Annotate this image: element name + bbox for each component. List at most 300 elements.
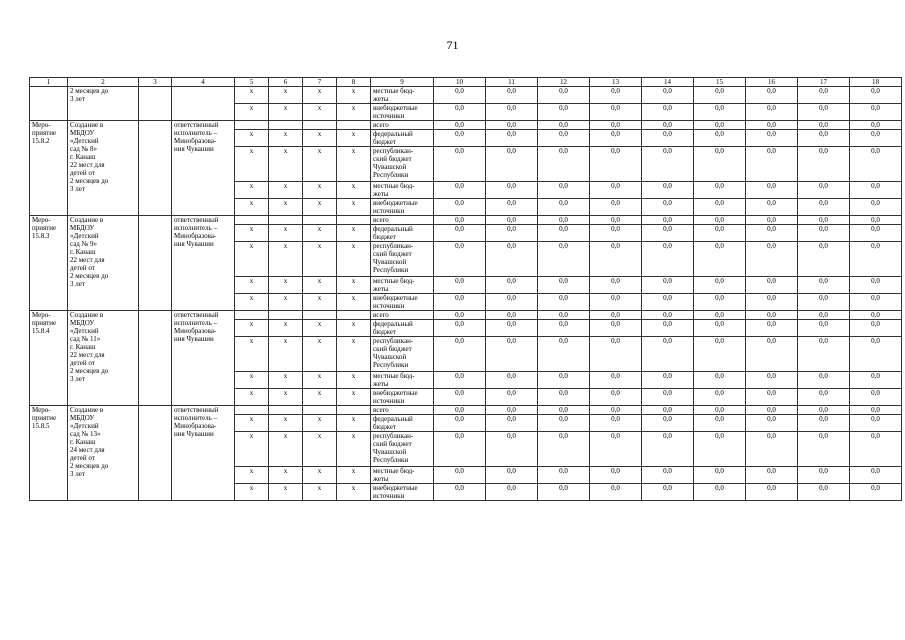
amount-cell: 0,0	[642, 104, 694, 121]
amount-cell: 0,0	[538, 406, 590, 415]
amount-cell: 0,0	[486, 432, 538, 467]
code-cell: x	[337, 389, 371, 406]
amount-cell: 0,0	[642, 294, 694, 311]
column-header: 16	[746, 78, 798, 87]
amount-cell: 0,0	[434, 130, 486, 147]
code-cell	[269, 406, 303, 415]
amount-cell: 0,0	[590, 182, 642, 199]
code-cell: x	[337, 294, 371, 311]
measure-name: Создание в МБДОУ «Детский сад № 8» г. Канаш 22 мест для детей от 2 месяцев до 3 лет	[68, 121, 139, 216]
amount-cell: 0,0	[746, 311, 798, 320]
amount-cell: 0,0	[590, 277, 642, 294]
empty-cell	[139, 121, 172, 216]
amount-cell: 0,0	[486, 87, 538, 104]
amount-cell: 0,0	[746, 147, 798, 182]
code-cell: x	[235, 484, 269, 501]
amount-cell: 0,0	[694, 216, 746, 225]
code-cell	[337, 216, 371, 225]
code-cell: x	[269, 467, 303, 484]
measure-name: 2 месяцев до 3 лет	[68, 87, 139, 121]
amount-cell: 0,0	[590, 372, 642, 389]
amount-cell: 0,0	[694, 432, 746, 467]
code-cell: x	[303, 130, 337, 147]
funding-source: местные бюд- жеты	[371, 182, 434, 199]
code-cell: x	[235, 104, 269, 121]
amount-cell: 0,0	[850, 87, 902, 104]
amount-cell: 0,0	[538, 320, 590, 337]
executor: ответственный исполнитель – Минобразова- ния Чувашии	[172, 406, 235, 501]
amount-cell: 0,0	[590, 311, 642, 320]
code-cell	[235, 216, 269, 225]
amount-cell: 0,0	[850, 337, 902, 372]
column-header: 1	[30, 78, 68, 87]
funding-source: внебюджетные источники	[371, 199, 434, 216]
amount-cell: 0,0	[694, 225, 746, 242]
amount-cell: 0,0	[694, 87, 746, 104]
amount-cell: 0,0	[694, 320, 746, 337]
code-cell: x	[337, 199, 371, 216]
funding-source: федеральный бюджет	[371, 130, 434, 147]
amount-cell: 0,0	[590, 467, 642, 484]
code-cell: x	[303, 199, 337, 216]
code-cell: x	[303, 147, 337, 182]
code-cell: x	[269, 294, 303, 311]
amount-cell: 0,0	[850, 406, 902, 415]
code-cell: x	[303, 277, 337, 294]
amount-cell: 0,0	[850, 121, 902, 130]
amount-cell: 0,0	[746, 337, 798, 372]
amount-cell: 0,0	[486, 242, 538, 277]
amount-cell: 0,0	[434, 372, 486, 389]
measure-name: Создание в МБДОУ «Детский сад № 9» г. Канаш 22 мест для детей от 2 месяцев до 3 лет	[68, 216, 139, 311]
funding-source: всего	[371, 406, 434, 415]
program-funding-table	[29, 77, 902, 501]
table-row	[30, 216, 902, 225]
amount-cell: 0,0	[746, 242, 798, 277]
funding-source: местные бюд- жеты	[371, 467, 434, 484]
funding-source: местные бюд- жеты	[371, 87, 434, 104]
amount-cell: 0,0	[850, 389, 902, 406]
amount-cell: 0,0	[590, 294, 642, 311]
amount-cell: 0,0	[590, 389, 642, 406]
empty-cell	[139, 216, 172, 311]
amount-cell: 0,0	[642, 406, 694, 415]
amount-cell: 0,0	[850, 182, 902, 199]
empty-cell	[139, 311, 172, 406]
amount-cell: 0,0	[850, 484, 902, 501]
funding-source: федеральный бюджет	[371, 415, 434, 432]
amount-cell: 0,0	[850, 432, 902, 467]
amount-cell: 0,0	[434, 87, 486, 104]
table-row	[30, 121, 902, 130]
amount-cell: 0,0	[590, 121, 642, 130]
amount-cell: 0,0	[486, 182, 538, 199]
amount-cell: 0,0	[538, 216, 590, 225]
funding-source: всего	[371, 216, 434, 225]
code-cell: x	[235, 182, 269, 199]
amount-cell: 0,0	[486, 467, 538, 484]
column-header: 5	[235, 78, 269, 87]
code-cell: x	[235, 147, 269, 182]
amount-cell: 0,0	[746, 294, 798, 311]
code-cell: x	[235, 130, 269, 147]
column-header: 13	[590, 78, 642, 87]
amount-cell: 0,0	[850, 372, 902, 389]
amount-cell: 0,0	[434, 216, 486, 225]
code-cell	[269, 311, 303, 320]
column-number-header-row	[30, 78, 902, 87]
code-cell: x	[303, 389, 337, 406]
code-cell: x	[303, 87, 337, 104]
amount-cell: 0,0	[434, 467, 486, 484]
amount-cell: 0,0	[798, 182, 850, 199]
amount-cell: 0,0	[798, 294, 850, 311]
funding-source: всего	[371, 311, 434, 320]
code-cell	[303, 311, 337, 320]
amount-cell: 0,0	[798, 415, 850, 432]
amount-cell: 0,0	[642, 320, 694, 337]
amount-cell: 0,0	[798, 242, 850, 277]
code-cell: x	[269, 130, 303, 147]
amount-cell: 0,0	[538, 337, 590, 372]
amount-cell: 0,0	[590, 415, 642, 432]
code-cell: x	[269, 337, 303, 372]
amount-cell: 0,0	[538, 242, 590, 277]
amount-cell: 0,0	[798, 484, 850, 501]
code-cell	[337, 121, 371, 130]
code-cell	[235, 406, 269, 415]
code-cell: x	[269, 415, 303, 432]
amount-cell: 0,0	[746, 121, 798, 130]
funding-source: федеральный бюджет	[371, 225, 434, 242]
table-row	[30, 311, 902, 320]
amount-cell: 0,0	[486, 311, 538, 320]
amount-cell: 0,0	[850, 199, 902, 216]
code-cell: x	[269, 87, 303, 104]
amount-cell: 0,0	[746, 372, 798, 389]
amount-cell: 0,0	[694, 467, 746, 484]
amount-cell: 0,0	[798, 87, 850, 104]
code-cell: x	[269, 320, 303, 337]
funding-source: внебюджетные источники	[371, 389, 434, 406]
amount-cell: 0,0	[538, 182, 590, 199]
amount-cell: 0,0	[486, 121, 538, 130]
amount-cell: 0,0	[746, 467, 798, 484]
amount-cell: 0,0	[486, 389, 538, 406]
executor: ответственный исполнитель – Минобразова- ния Чувашии	[172, 216, 235, 311]
amount-cell: 0,0	[850, 225, 902, 242]
page-number: 71	[446, 38, 459, 52]
amount-cell: 0,0	[694, 406, 746, 415]
code-cell	[337, 406, 371, 415]
column-header: 2	[68, 78, 139, 87]
amount-cell: 0,0	[590, 216, 642, 225]
code-cell: x	[337, 225, 371, 242]
code-cell: x	[303, 242, 337, 277]
amount-cell: 0,0	[798, 311, 850, 320]
code-cell: x	[337, 242, 371, 277]
code-cell: x	[337, 432, 371, 467]
column-header: 14	[642, 78, 694, 87]
amount-cell: 0,0	[694, 199, 746, 216]
code-cell	[269, 121, 303, 130]
amount-cell: 0,0	[642, 242, 694, 277]
code-cell: x	[235, 372, 269, 389]
amount-cell: 0,0	[434, 294, 486, 311]
empty-cell	[139, 87, 172, 121]
code-cell: x	[337, 104, 371, 121]
amount-cell: 0,0	[746, 216, 798, 225]
amount-cell: 0,0	[746, 130, 798, 147]
amount-cell: 0,0	[746, 406, 798, 415]
funding-source: местные бюд- жеты	[371, 277, 434, 294]
amount-cell: 0,0	[538, 467, 590, 484]
amount-cell: 0,0	[798, 467, 850, 484]
code-cell: x	[269, 277, 303, 294]
code-cell	[235, 121, 269, 130]
amount-cell: 0,0	[486, 484, 538, 501]
funding-source: внебюджетные источники	[371, 294, 434, 311]
code-cell: x	[269, 389, 303, 406]
amount-cell: 0,0	[486, 216, 538, 225]
column-header: 9	[371, 78, 434, 87]
amount-cell: 0,0	[486, 294, 538, 311]
amount-cell: 0,0	[642, 311, 694, 320]
funding-source: республикан- ский бюджет Чувашской Республики	[371, 147, 434, 182]
amount-cell: 0,0	[694, 121, 746, 130]
amount-cell: 0,0	[642, 432, 694, 467]
code-cell: x	[337, 320, 371, 337]
amount-cell: 0,0	[434, 182, 486, 199]
amount-cell: 0,0	[486, 130, 538, 147]
code-cell: x	[337, 87, 371, 104]
code-cell: x	[235, 87, 269, 104]
amount-cell: 0,0	[486, 277, 538, 294]
amount-cell: 0,0	[850, 320, 902, 337]
amount-cell: 0,0	[798, 199, 850, 216]
funding-source: местные бюд- жеты	[371, 372, 434, 389]
code-cell: x	[235, 337, 269, 372]
code-cell: x	[269, 182, 303, 199]
measure-name: Создание в МБДОУ «Детский сад № 13» г. Канаш 24 мест для детей от 2 месяцев до 3 лет	[68, 406, 139, 501]
amount-cell: 0,0	[746, 87, 798, 104]
amount-cell: 0,0	[642, 87, 694, 104]
code-cell: x	[269, 147, 303, 182]
code-cell: x	[337, 277, 371, 294]
amount-cell: 0,0	[434, 320, 486, 337]
amount-cell: 0,0	[538, 484, 590, 501]
amount-cell: 0,0	[694, 484, 746, 501]
amount-cell: 0,0	[434, 199, 486, 216]
amount-cell: 0,0	[642, 216, 694, 225]
code-cell	[337, 311, 371, 320]
code-cell: x	[337, 415, 371, 432]
amount-cell: 0,0	[850, 130, 902, 147]
amount-cell: 0,0	[434, 121, 486, 130]
amount-cell: 0,0	[434, 415, 486, 432]
amount-cell: 0,0	[538, 121, 590, 130]
amount-cell: 0,0	[798, 320, 850, 337]
amount-cell: 0,0	[538, 130, 590, 147]
amount-cell: 0,0	[746, 320, 798, 337]
funding-source: республикан- ский бюджет Чувашской Республики	[371, 337, 434, 372]
column-header: 8	[337, 78, 371, 87]
code-cell: x	[235, 225, 269, 242]
amount-cell: 0,0	[434, 225, 486, 242]
code-cell: x	[235, 389, 269, 406]
amount-cell: 0,0	[642, 484, 694, 501]
amount-cell: 0,0	[694, 415, 746, 432]
code-cell: x	[337, 130, 371, 147]
amount-cell: 0,0	[434, 484, 486, 501]
amount-cell: 0,0	[850, 104, 902, 121]
column-header: 6	[269, 78, 303, 87]
amount-cell: 0,0	[434, 311, 486, 320]
amount-cell: 0,0	[798, 389, 850, 406]
column-header: 15	[694, 78, 746, 87]
column-header: 18	[850, 78, 902, 87]
amount-cell: 0,0	[642, 182, 694, 199]
amount-cell: 0,0	[642, 389, 694, 406]
amount-cell: 0,0	[798, 216, 850, 225]
amount-cell: 0,0	[434, 337, 486, 372]
amount-cell: 0,0	[798, 225, 850, 242]
measure-code: Меро- приятие 15.8.4	[30, 311, 68, 406]
code-cell: x	[269, 432, 303, 467]
amount-cell: 0,0	[798, 406, 850, 415]
code-cell: x	[337, 467, 371, 484]
amount-cell: 0,0	[538, 311, 590, 320]
code-cell: x	[303, 182, 337, 199]
code-cell: x	[235, 415, 269, 432]
amount-cell: 0,0	[850, 294, 902, 311]
code-cell	[303, 216, 337, 225]
amount-cell: 0,0	[434, 147, 486, 182]
code-cell: x	[235, 277, 269, 294]
amount-cell: 0,0	[642, 121, 694, 130]
amount-cell: 0,0	[642, 372, 694, 389]
amount-cell: 0,0	[746, 277, 798, 294]
amount-cell: 0,0	[850, 216, 902, 225]
funding-source: республикан- ский бюджет Чувашской Республики	[371, 432, 434, 467]
code-cell: x	[235, 199, 269, 216]
code-cell: x	[303, 225, 337, 242]
amount-cell: 0,0	[642, 415, 694, 432]
column-header: 7	[303, 78, 337, 87]
funding-source: внебюджетные источники	[371, 484, 434, 501]
table-row	[30, 87, 902, 104]
amount-cell: 0,0	[798, 432, 850, 467]
table-row	[30, 406, 902, 415]
amount-cell: 0,0	[746, 432, 798, 467]
code-cell: x	[235, 467, 269, 484]
amount-cell: 0,0	[642, 199, 694, 216]
amount-cell: 0,0	[798, 121, 850, 130]
code-cell: x	[269, 104, 303, 121]
amount-cell: 0,0	[434, 242, 486, 277]
amount-cell: 0,0	[850, 467, 902, 484]
amount-cell: 0,0	[538, 277, 590, 294]
column-header: 4	[172, 78, 235, 87]
amount-cell: 0,0	[694, 130, 746, 147]
amount-cell: 0,0	[538, 104, 590, 121]
funding-source: федеральный бюджет	[371, 320, 434, 337]
funding-source: республикан- ский бюджет Чувашской Республики	[371, 242, 434, 277]
amount-cell: 0,0	[642, 467, 694, 484]
measure-code: Меро- приятие 15.8.2	[30, 121, 68, 216]
amount-cell: 0,0	[694, 182, 746, 199]
amount-cell: 0,0	[590, 484, 642, 501]
amount-cell: 0,0	[538, 389, 590, 406]
column-header: 3	[139, 78, 172, 87]
amount-cell: 0,0	[538, 87, 590, 104]
code-cell: x	[303, 415, 337, 432]
amount-cell: 0,0	[746, 484, 798, 501]
code-cell: x	[303, 372, 337, 389]
amount-cell: 0,0	[486, 147, 538, 182]
amount-cell: 0,0	[850, 147, 902, 182]
code-cell: x	[235, 320, 269, 337]
amount-cell: 0,0	[434, 277, 486, 294]
column-header: 12	[538, 78, 590, 87]
measure-code	[30, 87, 68, 121]
amount-cell: 0,0	[642, 225, 694, 242]
amount-cell: 0,0	[486, 320, 538, 337]
amount-cell: 0,0	[538, 225, 590, 242]
amount-cell: 0,0	[642, 277, 694, 294]
amount-cell: 0,0	[798, 277, 850, 294]
code-cell: x	[235, 242, 269, 277]
amount-cell: 0,0	[850, 242, 902, 277]
amount-cell: 0,0	[590, 87, 642, 104]
code-cell: x	[337, 372, 371, 389]
code-cell: x	[235, 294, 269, 311]
code-cell: x	[337, 182, 371, 199]
amount-cell: 0,0	[694, 311, 746, 320]
code-cell	[303, 406, 337, 415]
code-cell: x	[303, 467, 337, 484]
amount-cell: 0,0	[694, 104, 746, 121]
amount-cell: 0,0	[590, 104, 642, 121]
funding-source: всего	[371, 121, 434, 130]
amount-cell: 0,0	[486, 406, 538, 415]
executor: ответственный исполнитель – Минобразова- ния Чувашии	[172, 121, 235, 216]
amount-cell: 0,0	[590, 432, 642, 467]
amount-cell: 0,0	[590, 337, 642, 372]
amount-cell: 0,0	[850, 415, 902, 432]
code-cell: x	[337, 147, 371, 182]
amount-cell: 0,0	[746, 104, 798, 121]
code-cell: x	[269, 372, 303, 389]
amount-cell: 0,0	[590, 147, 642, 182]
amount-cell: 0,0	[694, 372, 746, 389]
amount-cell: 0,0	[642, 337, 694, 372]
column-header: 10	[434, 78, 486, 87]
column-header: 11	[486, 78, 538, 87]
amount-cell: 0,0	[798, 372, 850, 389]
amount-cell: 0,0	[798, 147, 850, 182]
amount-cell: 0,0	[642, 147, 694, 182]
code-cell: x	[303, 320, 337, 337]
measure-name: Создание в МБДОУ «Детский сад № 11» г. Канаш 22 мест для детей от 2 месяцев до 3 лет	[68, 311, 139, 406]
code-cell: x	[303, 484, 337, 501]
amount-cell: 0,0	[538, 415, 590, 432]
amount-cell: 0,0	[434, 104, 486, 121]
funding-source: внебюджетные источники	[371, 104, 434, 121]
amount-cell: 0,0	[694, 389, 746, 406]
code-cell	[269, 216, 303, 225]
amount-cell: 0,0	[434, 406, 486, 415]
